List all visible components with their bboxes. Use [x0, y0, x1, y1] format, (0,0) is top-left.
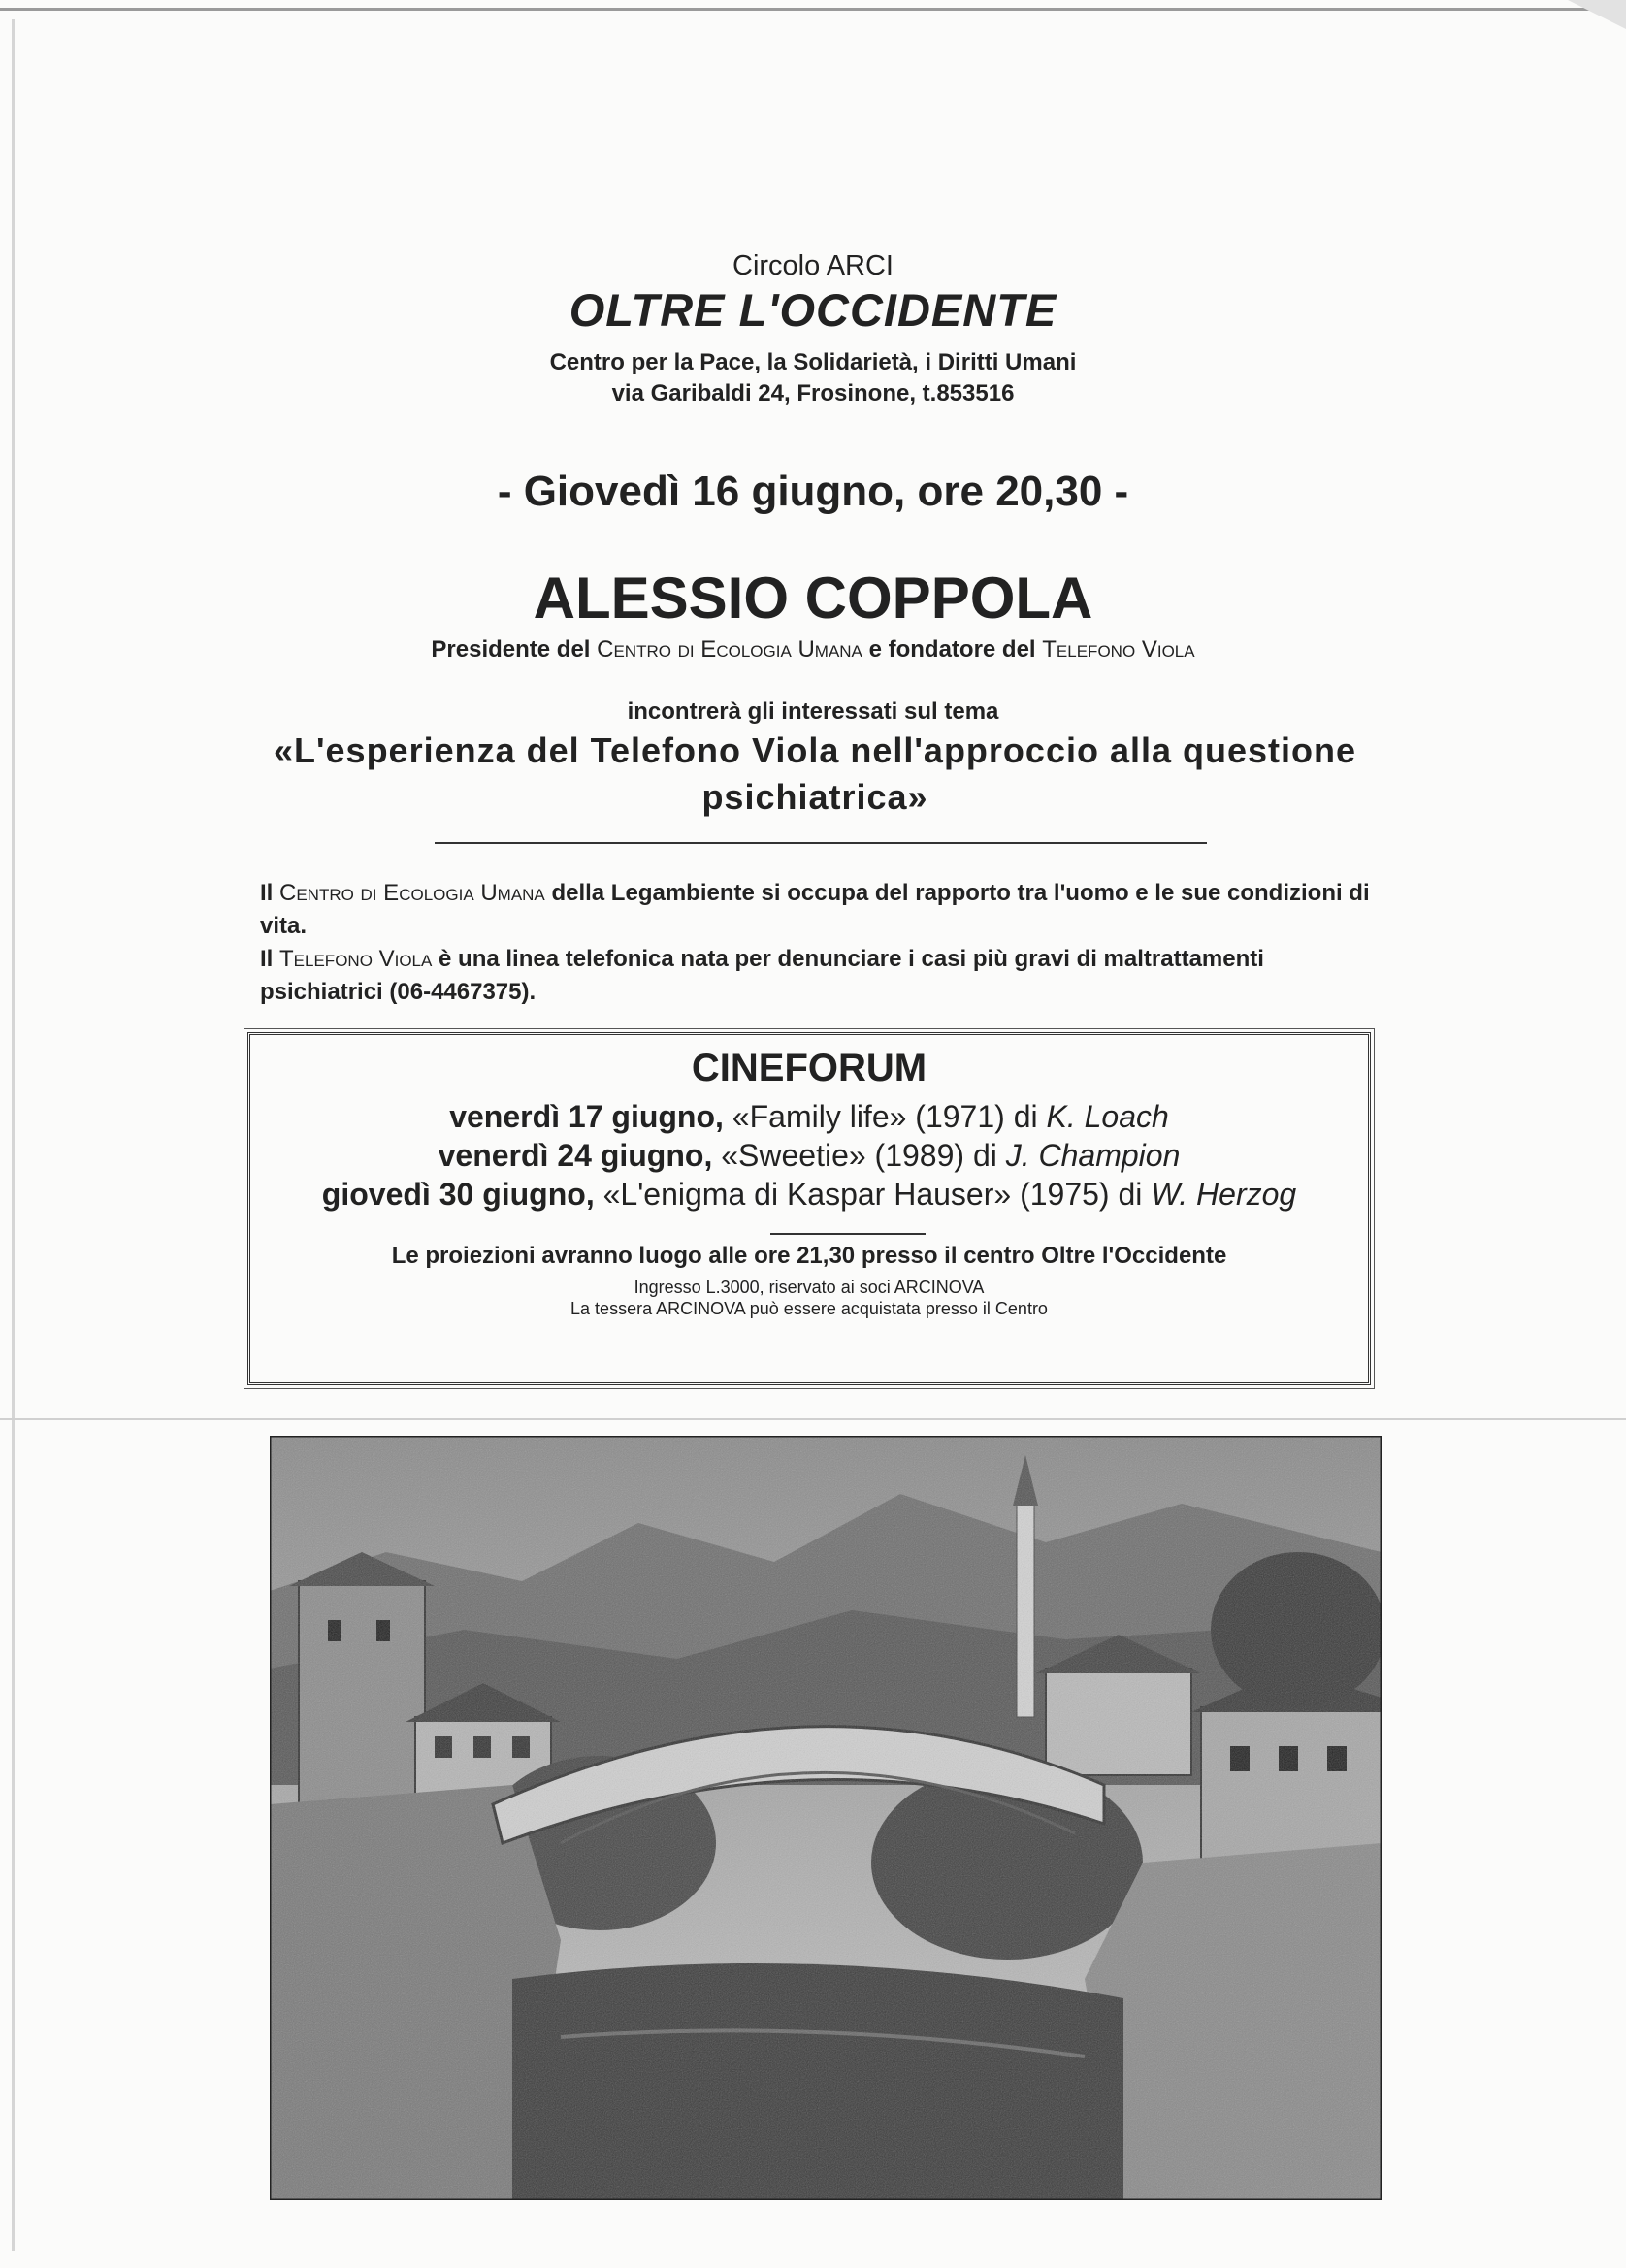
- org-subtitle: Centro per la Pace, la Solidarietà, i Diritti Umani: [549, 349, 1077, 375]
- membership-note: La tessera ARCINOVA può essere acquistata presso il Centro: [570, 1299, 1048, 1318]
- speaker-role: Presidente del Centro di Ecologia Umana e fondatore del Telefono Viola: [431, 636, 1195, 663]
- screening-note: Le proiezioni avranno luogo alle ore 21,30 presso il centro Oltre l'Occidente: [391, 1243, 1227, 1269]
- screening-row: venerdì 17 giugno, «Family life» (1971) di K. Loach: [449, 1099, 1169, 1134]
- paper-edge-top: [0, 8, 1610, 11]
- bridge-photo: [270, 1436, 1382, 2200]
- paper-corner-fold: [1568, 0, 1626, 29]
- cineforum-divider: [770, 1233, 926, 1235]
- paper-fold-line: [0, 1418, 1626, 1420]
- org-title: OLTRE L'OCCIDENTE: [569, 284, 1057, 336]
- screening-row: giovedì 30 giugno, «L'enigma di Kaspar Hauser» (1975) di W. Herzog: [321, 1177, 1297, 1212]
- description-centro: Il Centro di Ecologia Umana della Legambiente si occupa del rapporto tra l'uomo e le sue condizioni di vita.: [260, 880, 1370, 939]
- event-topic: «L'esperienza del Telefono Viola nell'approccio alla questione psichiatrica»: [273, 730, 1357, 817]
- event-intro: incontrerà gli interessati sul tema: [627, 698, 999, 725]
- cineforum-box: [247, 1032, 1371, 1385]
- description-telefono: Il Telefono Viola è una linea telefonica nata per denunciare i casi più gravi di maltrattamenti psichiatrici (06-4467375).: [260, 946, 1264, 1005]
- screening-row: venerdì 24 giugno, «Sweetie» (1989) di J. Champion: [438, 1138, 1181, 1173]
- entry-note: Ingresso L.3000, riservato ai soci ARCINOVA: [634, 1278, 985, 1297]
- org-address: via Garibaldi 24, Frosinone, t.853516: [611, 380, 1015, 406]
- divider: [435, 842, 1207, 844]
- speaker-name: ALESSIO COPPOLA: [533, 566, 1093, 631]
- event-date: - Giovedì 16 giugno, ore 20,30 -: [497, 468, 1129, 515]
- circolo-label: Circolo ARCI: [732, 250, 894, 281]
- cineforum-title: CINEFORUM: [691, 1047, 927, 1089]
